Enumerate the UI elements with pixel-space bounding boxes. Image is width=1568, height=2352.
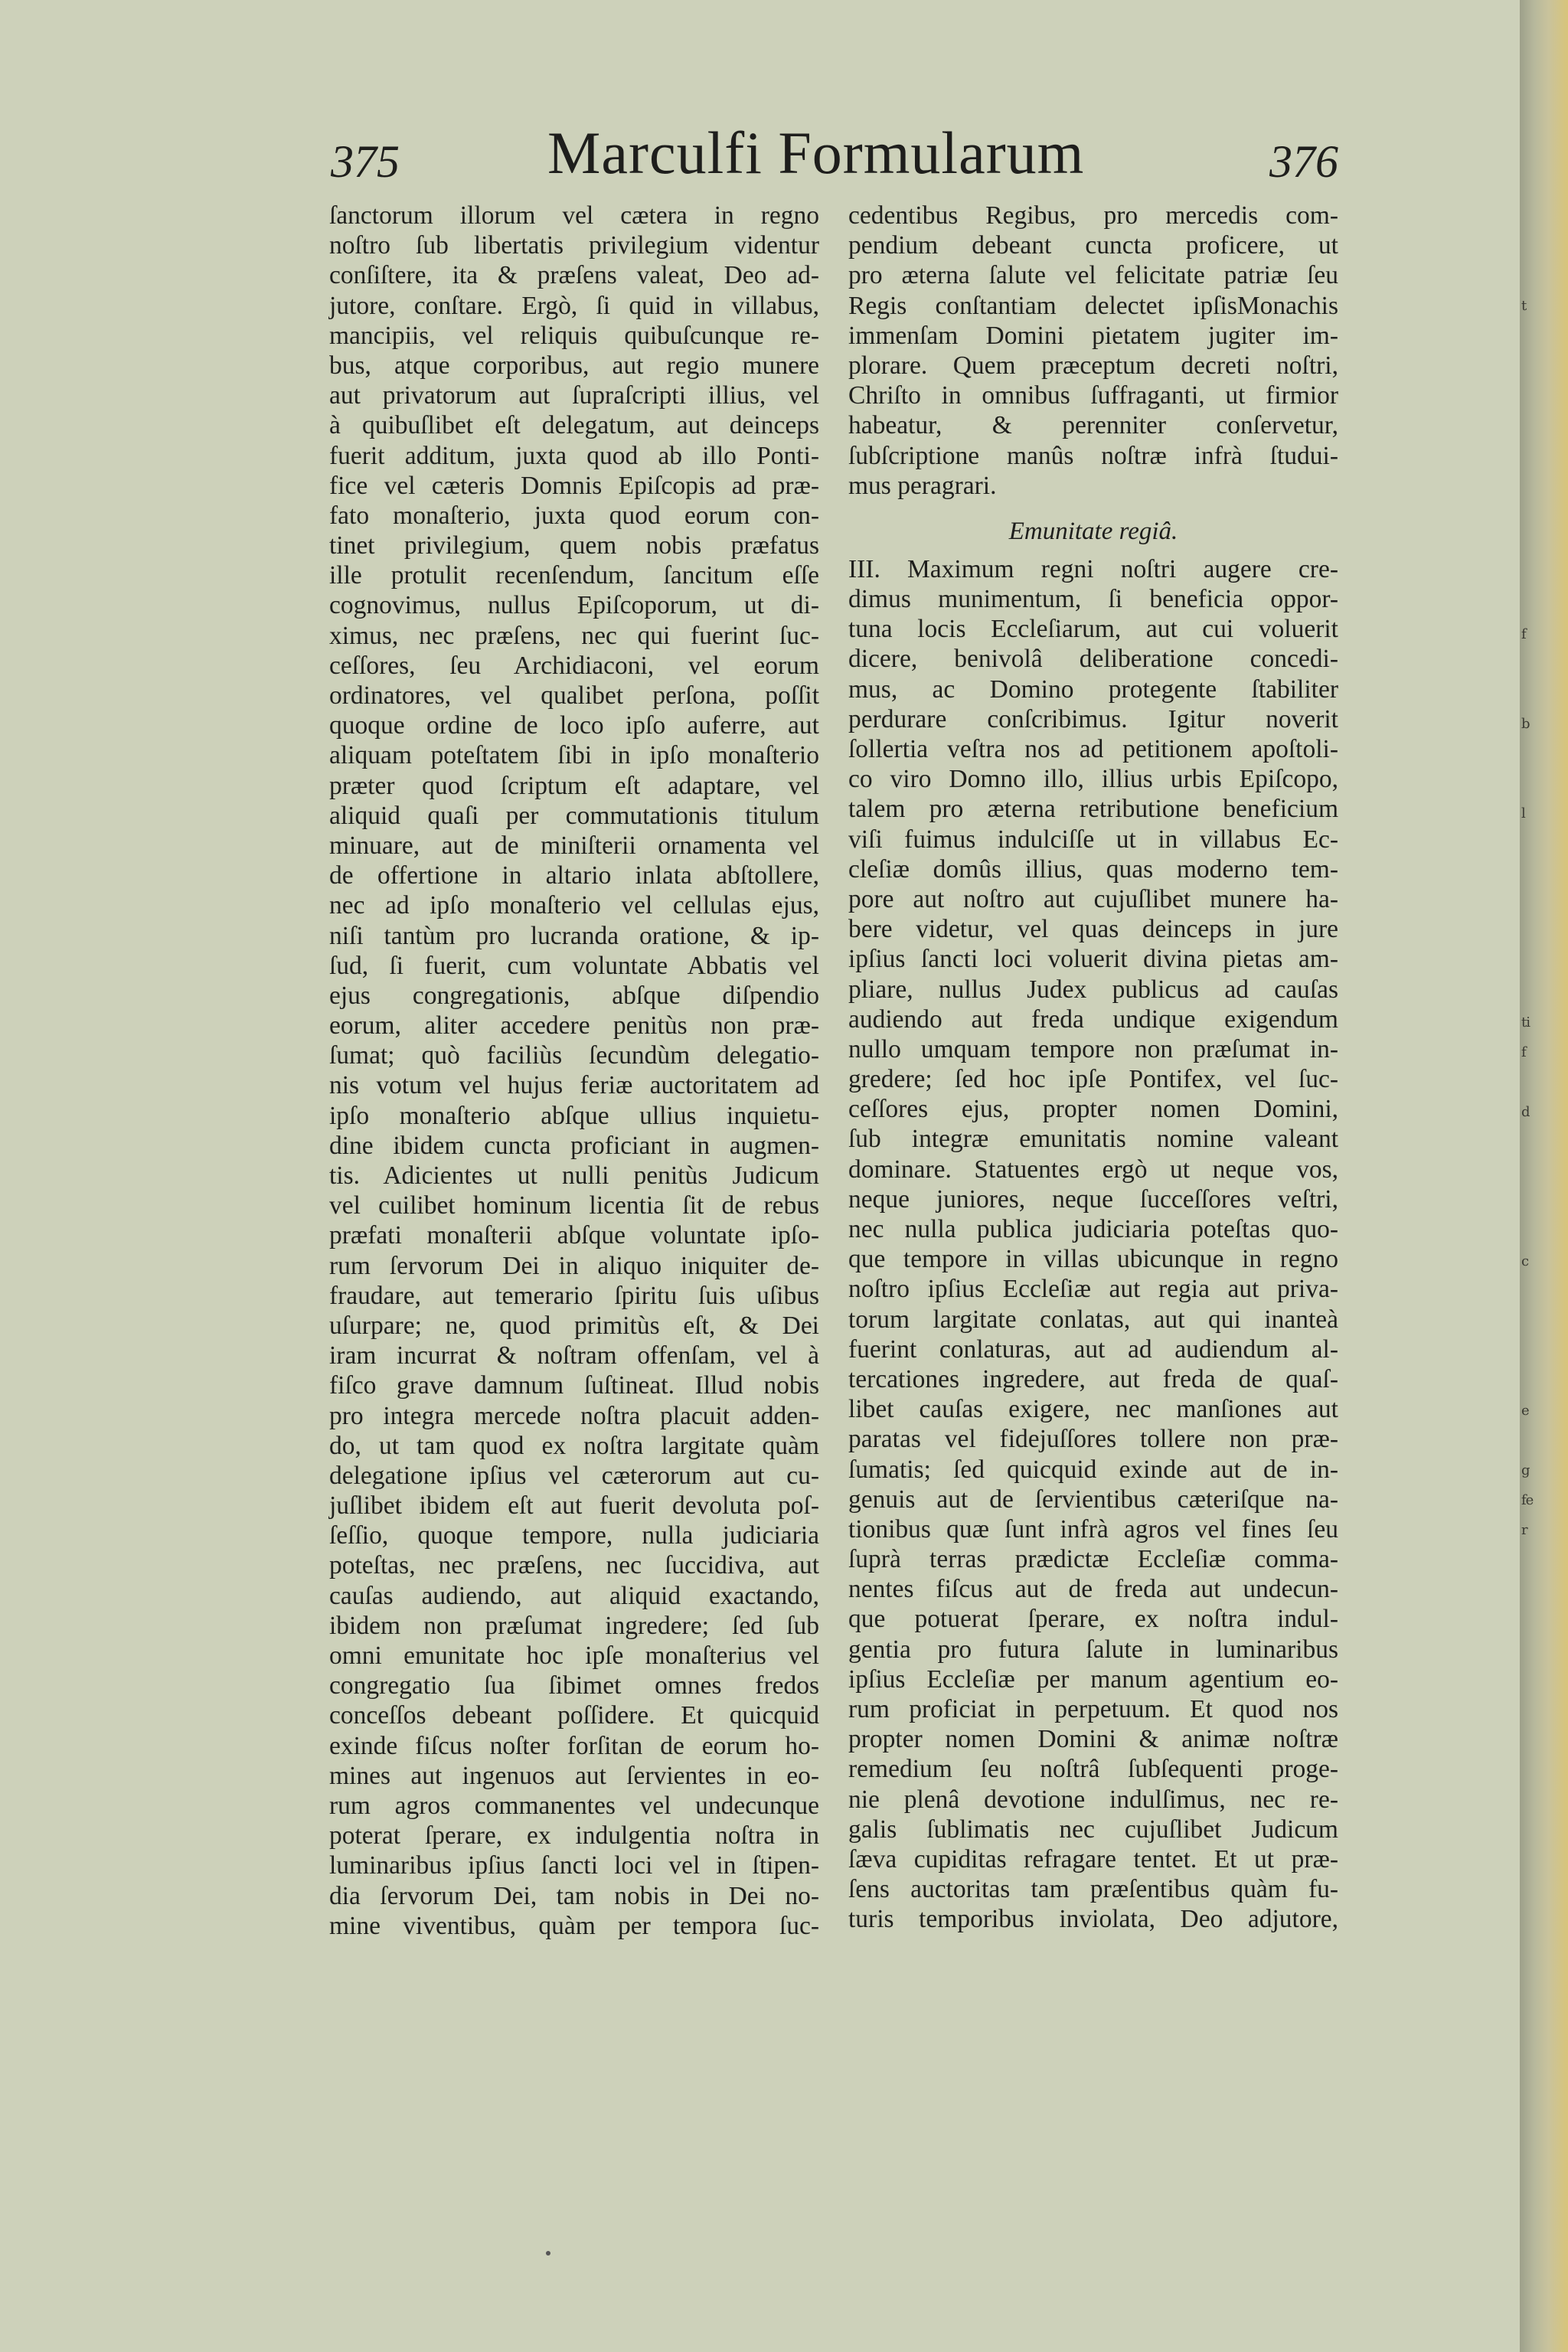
text-line: torum largitate conlatas, aut qui inanteà	[848, 1305, 1338, 1334]
text-line: mine viventibus, quàm per tempora ſuc-	[329, 1911, 819, 1940]
text-line: ejus congregationis, abſque diſpendio	[329, 981, 819, 1010]
text-line: minuare, aut de miniſterii ornamenta vel	[329, 831, 819, 860]
text-line: congregatio ſua ſibimet omnes fredos	[329, 1671, 819, 1700]
text-line: ipſius Eccleſiæ per manum agentium eo-	[848, 1664, 1338, 1694]
text-line: cauſas audiendo, aut aliquid exactando,	[329, 1581, 819, 1610]
text-line: pro integra mercede noſtra placuit adden-	[329, 1401, 819, 1430]
text-line: delegatione ipſius vel cæterorum aut cu-	[329, 1461, 819, 1490]
text-line: mus peragrari.	[848, 471, 997, 500]
text-line: cleſiæ domûs illius, quas moderno tem-	[848, 854, 1338, 884]
page-number-right: 376	[1269, 136, 1338, 187]
text-line: remedium ſeu noſtrâ ſubſequenti proge-	[848, 1755, 1338, 1784]
text-line: habeatur, & perenniter conſervetur,	[848, 411, 1338, 440]
text-line: niſi tantùm pro lucranda oratione, & ip-	[329, 921, 819, 950]
text-line: ordinatores, vel qualibet perſona, poſſit	[329, 681, 819, 710]
text-line: fiſco grave damnum ſuſtineat. Illud nobis	[329, 1371, 819, 1400]
text-line: poteſtas, nec præſens, nec ſuccidiva, aut	[329, 1551, 819, 1580]
text-line: tionibus quæ ſunt infrà agros vel fines ſeu	[848, 1514, 1338, 1544]
text-line: ſumat; quò faciliùs ſecundùm delegatio-	[329, 1041, 819, 1070]
text-line: ipſius ſancti loci voluerit divina pietas am-	[848, 945, 1338, 974]
text-line: aliquam poteſtatem ſibi in ipſo monaſterio	[329, 741, 819, 770]
text-line: neque juniores, neque ſucceſſores veſtri,	[848, 1184, 1338, 1214]
running-title: Marculfi Formularum	[547, 119, 1085, 186]
text-line: pendium debeant cuncta proficere, ut	[848, 231, 1338, 260]
text-line: à quibuſlibet eſt delegatum, aut deinceps	[329, 411, 819, 440]
right-column-text-after	[848, 554, 1338, 1935]
text-line: juſlibet ibidem eſt aut fuerit devoluta poſ-	[329, 1491, 819, 1521]
text-line: noſtro ſub libertatis privilegium videntur	[329, 231, 819, 260]
text-line: pliare, nullus Judex publicus ad cauſas	[848, 975, 1338, 1004]
page-header	[0, 119, 1348, 203]
adjacent-page-gutter	[1520, 0, 1568, 2352]
text-line: luminaribus ipſius ſancti loci vel in ſtipen-	[329, 1851, 819, 1880]
text-line: mancipiis, vel reliquis quibuſcunque re-	[329, 321, 819, 350]
text-line: noſtro ipſius Eccleſiæ aut regia aut priva-	[848, 1275, 1338, 1304]
text-line: eorum, aliter accedere penitùs non præ-	[329, 1011, 819, 1040]
text-line: Chriſto in omnibus ſuffraganti, ut firmior	[848, 381, 1338, 410]
text-line: fraudare, aut temerario ſpiritu ſuis uſibus	[329, 1281, 819, 1310]
text-line: perdurare conſcribimus. Igitur noverit	[848, 704, 1338, 733]
text-line: plorare. Quem præceptum decreti noſtri,	[848, 351, 1338, 380]
right-column	[848, 201, 1338, 1935]
text-line: talem pro æterna retributione beneficium	[848, 795, 1338, 824]
text-line: præter quod ſcriptum eſt adaptare, vel	[329, 771, 819, 800]
text-line: bus, atque corporibus, aut regio munere	[329, 351, 819, 380]
text-line: ſub integræ emunitatis nomine valeant	[848, 1125, 1338, 1154]
text-line: dimus munimentum, ſi beneficia oppor-	[848, 585, 1338, 614]
text-line: conceſſos debeant poſſidere. Et quicquid	[329, 1701, 819, 1730]
text-line: uſurpare; ne, quod primitùs eſt, & Dei	[329, 1311, 819, 1340]
text-line: galis ſublimatis nec cujuſlibet Judicum	[848, 1815, 1338, 1844]
text-line: ille protulit recenſendum, ſancitum eſſe	[329, 561, 819, 590]
text-line: turis temporibus inviolata, Deo adjutore,	[848, 1905, 1338, 1934]
text-line: fuerit additum, juxta quod ab illo Ponti-	[329, 441, 819, 470]
text-line: exinde fiſcus noſter forſitan de eorum ho-	[329, 1731, 819, 1760]
text-line: pro æterna ſalute vel felicitate patriæ ſeu	[848, 261, 1338, 290]
right-column-text-before	[848, 201, 1338, 501]
text-line: rum agros commanentes vel undecunque	[329, 1791, 819, 1820]
text-line: cognovimus, nullus Epiſcoporum, ut di-	[329, 591, 819, 620]
text-line: fuerint conlaturas, aut ad audiendum al-	[848, 1334, 1338, 1364]
text-line: nec nulla publica judiciaria poteſtas quo-	[848, 1215, 1338, 1243]
text-line: ſeſſio, quoque tempore, nulla judiciaria	[329, 1521, 819, 1550]
text-line: viſi fuimus indulciſſe ut in villabus Ec-	[848, 825, 1338, 854]
text-line: do, ut tam quod ex noſtra largitate quàm	[329, 1431, 819, 1460]
text-line: nis votum vel hujus feriæ auctoritatem ad	[329, 1071, 819, 1100]
text-line: dia ſervorum Dei, tam nobis in Dei no-	[329, 1881, 819, 1910]
text-line: iram incurrat & noſtram offenſam, vel à	[329, 1341, 819, 1370]
text-line: nie plenâ devotione indulſimus, nec re-	[848, 1785, 1338, 1814]
text-line: dine ibidem cuncta proficiant in augmen-	[329, 1131, 819, 1160]
text-line: co viro Domno illo, illius urbis Epiſcopo,	[848, 765, 1338, 794]
text-line: genuis aut de ſervientibus cæteriſque na-	[848, 1485, 1338, 1514]
text-line: cedentibus Regibus, pro mercedis com-	[848, 201, 1338, 230]
text-line: rum ſervorum Dei in aliquo iniquiter de-	[329, 1251, 819, 1280]
text-line: que potuerat ſperare, ex noſtra indul-	[848, 1605, 1338, 1634]
left-column	[329, 201, 819, 1941]
text-line: que tempore in villas ubicunque in regno	[848, 1245, 1338, 1274]
text-line: aliquid quaſi per commutationis titulum	[329, 801, 819, 830]
text-line: propter nomen Domini & animæ noſtræ	[848, 1725, 1338, 1754]
text-line: mus, ac Domino protegente ſtabiliter	[848, 675, 1338, 704]
text-line: fato monaſterio, juxta quod eorum con-	[329, 501, 819, 530]
text-line: jutore, conſtare. Ergò, ſi quid in villabus,	[329, 291, 819, 320]
text-line: gentia pro futura ſalute in luminaribus	[848, 1635, 1338, 1664]
text-line: mines aut ingenuos aut ſervientes in eo-	[329, 1761, 819, 1790]
text-line: dicere, benivolâ deliberatione concedi-	[848, 645, 1338, 674]
text-line: de offertione in altario inlata abſtollere,	[329, 861, 819, 890]
text-line: ſollertia veſtra nos ad petitionem apoſtoli-	[848, 735, 1338, 763]
text-line: nec ad ipſo monaſterio vel cellulas ejus,	[329, 891, 819, 920]
text-line: tuna locis Eccleſiarum, aut cui voluerit	[848, 615, 1338, 644]
text-line: tis. Adicientes ut nulli penitùs Judicum	[329, 1161, 819, 1190]
text-line: III. Maximum regni noſtri augere cre-	[848, 554, 1338, 583]
text-line: ceſſores, ſeu Archidiaconi, vel eorum	[329, 651, 819, 680]
text-line: tercationes ingredere, aut freda de quaſ-	[848, 1364, 1338, 1393]
text-line: ſæva cupiditas refragare tentet. Et ut præ-	[848, 1844, 1338, 1873]
text-line: Regis conſtantiam delectet ipſisMonachis	[848, 291, 1338, 320]
text-line: rum proficiat in perpetuum. Et quod nos	[848, 1695, 1338, 1723]
text-line: nentes fiſcus aut de freda aut undecun-	[848, 1575, 1338, 1604]
text-line: aut privatorum aut ſupraſcripti illius, vel	[329, 381, 819, 410]
adjacent-page-fragments: t f b l ti f d c e g fe r	[1521, 298, 1534, 1538]
page-number-left: 375	[331, 136, 400, 187]
text-line: bere videtur, vel quas deinceps in jure	[848, 915, 1338, 944]
text-line: quoque ordine de loco ipſo auferre, aut	[329, 711, 819, 740]
text-line: audiendo aut freda undique exigendum	[848, 1004, 1338, 1034]
text-line: pore aut noſtro aut cujuſlibet munere ha-	[848, 884, 1338, 913]
text-line: paratas vel fidejuſſores tollere non præ-	[848, 1425, 1338, 1454]
text-line: ſens auctoritas tam præſentibus quàm fu-	[848, 1875, 1338, 1904]
text-line: dominare. Statuentes ergò ut neque vos,	[848, 1155, 1338, 1184]
text-line: immenſam Domini pietatem jugiter im-	[848, 321, 1338, 350]
text-line: ibidem non præſumat ingredere; ſed ſub	[329, 1611, 819, 1640]
text-line: fice vel cæteris Domnis Epiſcopis ad præ-	[329, 471, 819, 500]
text-line: conſiſtere, ita & præſens valeat, Deo ad-	[329, 261, 819, 290]
text-line: vel cuilibet hominum licentia ſit de rebus	[329, 1191, 819, 1220]
text-line: ſumatis; ſed quicquid exinde aut de in-	[848, 1455, 1338, 1484]
text-line: nullo umquam tempore non præſumat in-	[848, 1034, 1338, 1063]
text-line: præfati monaſterii abſque voluntate ipſo-	[329, 1221, 819, 1250]
text-line: gredere; ſed hoc ipſe Pontifex, vel ſuc-	[848, 1065, 1338, 1094]
text-line: poterat ſperare, ex indulgentia noſtra in	[329, 1821, 819, 1851]
text-line: omni emunitate hoc ipſe monaſterius vel	[329, 1642, 819, 1670]
text-line: ximus, nec præſens, nec qui fuerint ſuc-	[329, 621, 819, 650]
text-line: ipſo monaſterio abſque ullius inquietu-	[329, 1101, 819, 1130]
text-line: ſubſcriptione manûs noſtræ infrà ſtudui-	[848, 441, 1338, 470]
text-line: ceſſores ejus, propter nomen Domini,	[848, 1095, 1338, 1124]
text-line: ſanctorum illorum vel cætera in regno	[329, 201, 819, 230]
text-line: ſuprà terras prædictæ Eccleſiæ comma-	[848, 1545, 1338, 1574]
text-line: libet cauſas exigere, nec manſiones aut	[848, 1395, 1338, 1424]
section-heading: Emunitate regiâ.	[1008, 517, 1178, 545]
text-line: ſud, ſi fuerit, cum voluntate Abbatis vel	[329, 951, 819, 980]
paper-speck	[546, 2251, 550, 2256]
text-line: tinet privilegium, quem nobis præfatus	[329, 531, 819, 560]
